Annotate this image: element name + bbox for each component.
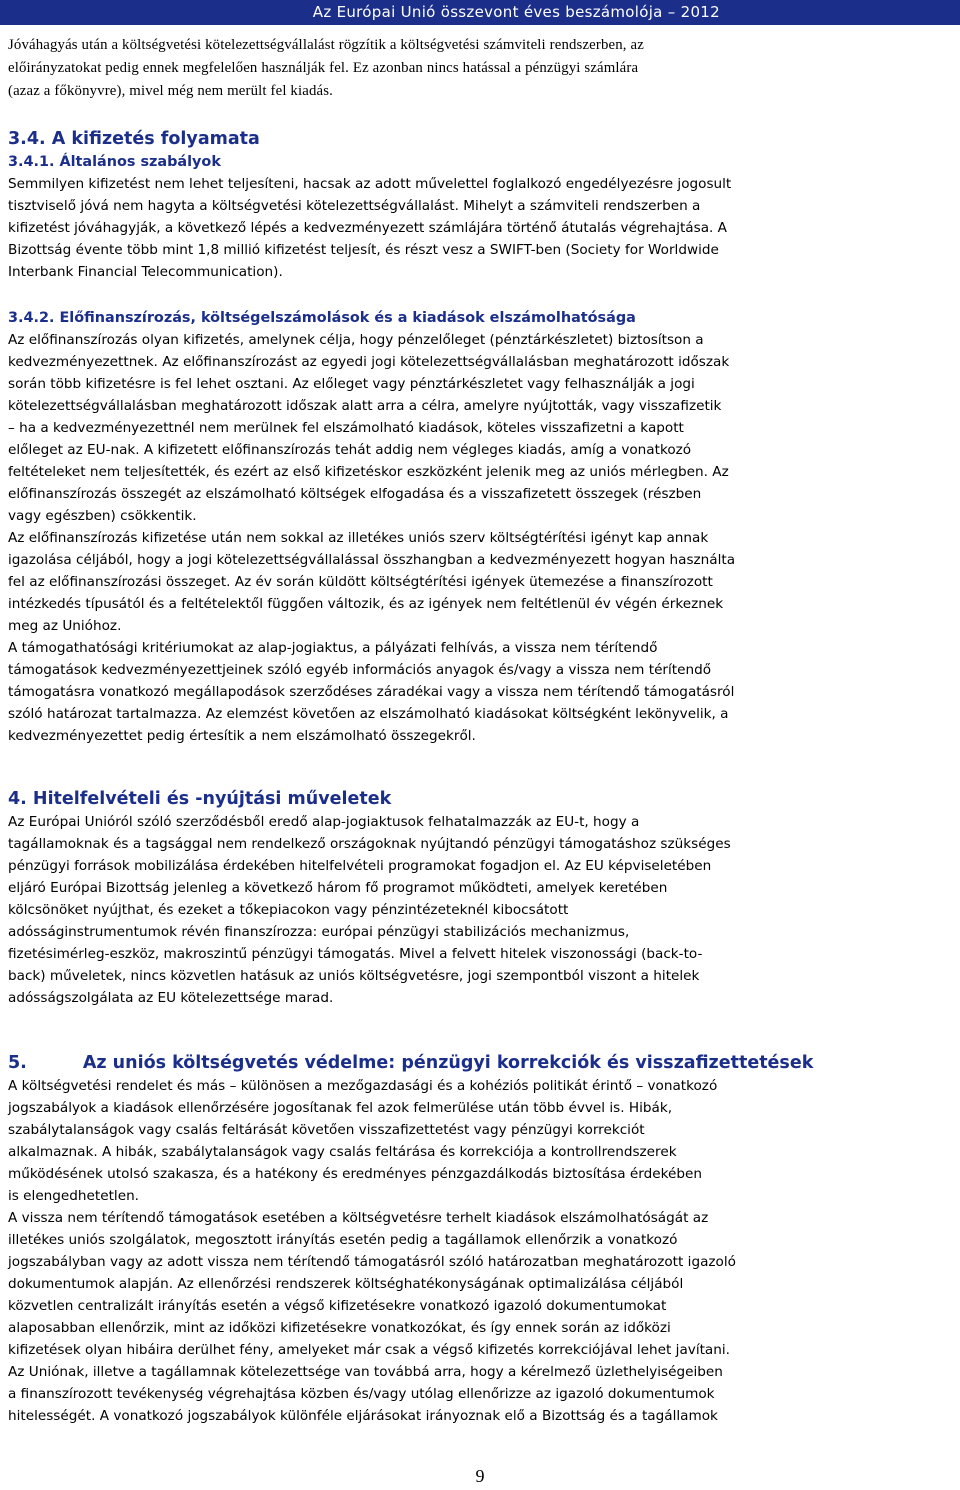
paragraph-prefinancing-3: A támogathatósági kritériumokat az alap-jogiaktus, a pályázati felhívás, a vissza nem térítendő támogatások kedvezményezettjeinek szóló egyéb információs anyagok és/vagy a vissza nem térítendő támogatásra vonatkozó megállapodások szerződéses záradékai vagy a vissza nem térítendő támogatásról szóló határozat tartalmazza. Az elemzést követően az elszámolható kiadásokat költségként lekönyvelik, a kedvezményezettet pedig értesítik a nem elszámolható összegekről. (8, 640, 735, 744)
paragraph-general-rules: Semmilyen kifizetést nem lehet teljesíteni, hacsak az adott művelettel foglalkozó engedélyezésre jogosult tisztviselő jóvá nem hagyta a költségvetési kötelezettségvállalást. Mihelyt a számviteli rendszerben a kifizetést jóváhagyják, a következő lépés a kedvezményezett számlájára történő átutalás végrehajtása. A Bizottság évente több mint 1,8 millió kifizetést teljesít, és részt vesz a SWIFT-ben (Society for Worldwide Interbank Financial Telecommunication). (8, 176, 732, 280)
heading-general-rules: 3.4.1. Általános szabályok (8, 154, 221, 170)
heading-budget-protection-number: 5. (8, 1053, 27, 1073)
paragraph-prefinancing-1: Az előfinanszírozás olyan kifizetés, amelynek célja, hogy pénzelőleget (pénztárkészletet) biztosítson a kedvezményezettnek. Az előfinanszírozást az egyedi jogi kötelezettségvállalásban meghatározott időszak során több kifizetésre is fel lehet osztani. Az előleget vagy pénztárkészletet vagy felhasználják a jogi kötelezettségvállalásban meghatározott időszak alatt arra a célra, amelyre nyújtották, vagy visszafizetik – ha a kedvezményezettnél nem merülnek fel elszámolható kiadások, köteles visszafizetni a kapott előleget az EU-nak. A kifizetett előfinanszírozás tehát addig nem végleges kiadás, amíg a vonatkozó feltételeket nem teljesítették, és ezért az első kifizetéskor eszközként jelenik meg az uniós mérlegben. Az előfinanszírozás összegét az elszámolható költségek elfogadása és a visszafizetett összegek (részben vagy egészben) csökkentik. (8, 332, 730, 524)
heading-borrowing-lending: 4. Hitelfelvételi és -nyújtási műveletek (8, 789, 392, 809)
heading-payment-process: 3.4. A kifizetés folyamata (8, 129, 260, 149)
heading-budget-protection-text: Az uniós költségvetés védelme: pénzügyi korrekciók és visszafizettetések (82, 1053, 814, 1073)
heading-budget-protection (8, 1051, 958, 1075)
paragraph-prefinancing-2: Az előfinanszírozás kifizetése után nem sokkal az illetékes uniós szerv költségtérítési igényt kap annak igazolása céljából, hogy a jogi kötelezettségvállalással összhangban a kedvezményezett hogyan használta fel az előfinanszírozási összeget. Az év során küldött költségtérítési igények ütemezése a finanszírozott intézkedés típusától és a feltételektől függően változik, és az igények nem feltétlenül év végén érkeznek meg az Unióhoz. (8, 530, 736, 634)
paragraph-protection-1: A költségvetési rendelet és más – különösen a mezőgazdasági és a kohéziós politikát érintő – vonatkozó jogszabályok a kiadások ellenőrzésére jogosítanak fel azok felmerülése után több évvel is. Hibák, szabálytalanságok vagy csalás feltárását követően visszafizettetést vagy pénzügyi korrekciót alkalmaznak. A hibák, szabálytalanságok vagy csalás feltárása és korrekciója a kontrollrendszerek működésének utolsó szakasza, és a hatékony és eredményes pénzgazdálkodás biztosítása érdekében is elengedhetetlen. (8, 1078, 718, 1204)
document-title: Az Európai Unió összevont éves beszámolója – 2012 (312, 3, 720, 21)
heading-prefinancing: 3.4.2. Előfinanszírozás, költségelszámolások és a kiadások elszámolhatósága (8, 310, 636, 326)
paragraph-protection-2: A vissza nem térítendő támogatások esetében a költségvetésre terhelt kiadások elszámolhatóságát az illetékes uniós szolgálatok, megosztott irányítás esetén pedig a tagállamok ellenőrzik a vonatkozó jogszabályban vagy az adott vissza nem térítendő támogatásról szóló határozatban meghatározott igazoló dokumentumok alapján. Az ellenőrzési rendszerek költséghatékonyságának optimalizálása céljából közvetlen centralizált irányítás esetén a végső kifizetésekre vonatkozó igazoló dokumentumokat alaposabban ellenőrzik, mint az időközi kifizetésekre vonatkozókat, és így ennek során az időközi kifizetések olyan hibáira derülhet fény, amelyeket már csak a végső kifizetés korrekciójával lehet javítani. Az Uniónak, illetve a tagállamnak kötelezettsége van továbbá arra, hogy a kérelmező üzlethelyiségeiben a finanszírozott tevékenység végrehajtása közben és/vagy utólag ellenőrizze az igazoló dokumentumok hitelességét. A vonatkozó jogszabályok különféle eljárásokat irányoznak elő a Bizottság és a tagállamok (8, 1210, 736, 1424)
page-number: 9 (475, 1466, 485, 1486)
paragraph-borrowing: Az Európai Unióról szóló szerződésből eredő alap-jogiaktusok felhatalmazzák az EU-t, hogy a tagállamoknak és a tagsággal nem rendelkező országoknak nyújtandó pénzügyi támogatáshoz szükséges pénzügyi források mobilizálása érdekében hitelfelvételi programokat fogadjon el. Az EU képviseletében eljáró Európai Bizottság jelenleg a következő három fő programot működteti, amelyek keretében kölcsönöket nyújthat, és ezeket a tőkepiacokon vagy pénzintézeteknél kibocsátott adósságinstrumentumok révén finanszírozza: európai pénzügyi stabilizációs mechanizmus, fizetésimérleg-eszköz, makroszintű pénzügyi támogatás. Mivel a felvett hitelek viszonossági (back-to- back) műveletek, nincs közvetlen hatásuk az uniós költségvetésre, jogi szempontból viszont a hitelek adósságszolgálata az EU kötelezettsége marad. (8, 814, 731, 1006)
page-content (8, 34, 958, 1427)
header-bar (0, 0, 960, 25)
paragraph-intro: Jóváhagyás után a költségvetési kötelezettségvállalást rögzítik a költségvetési számviteli rendszerben, az előirányzatokat pedig ennek megfelelően használják fel. Ez azonban nincs hatással a pénzügyi számlára (azaz a főkönyvre), mivel még nem merült fel kiadás. (8, 37, 644, 99)
